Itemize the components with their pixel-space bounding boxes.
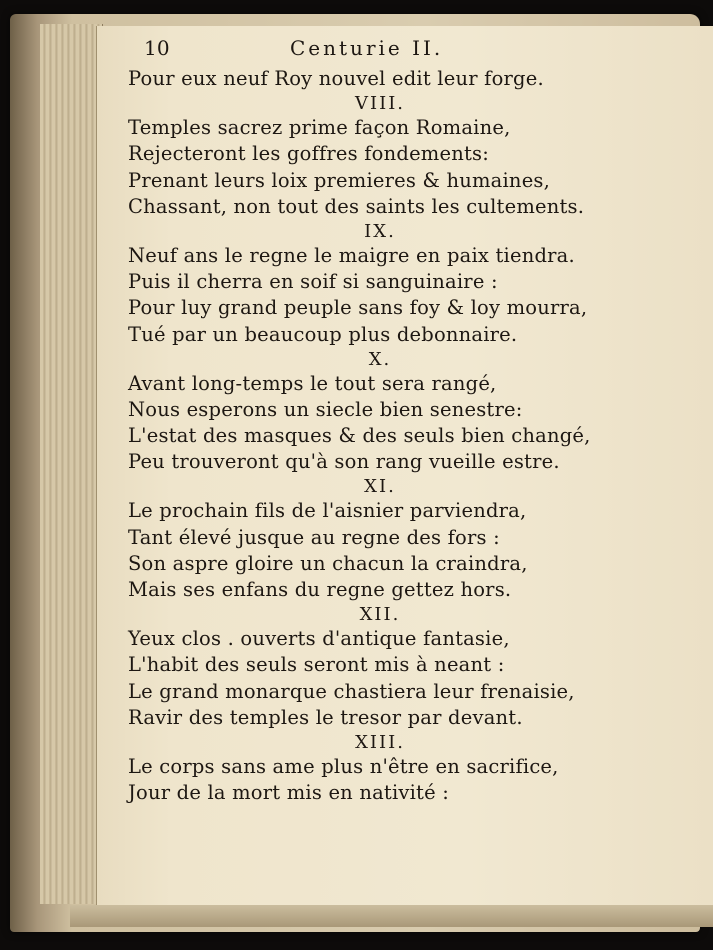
verse-line: Le corps sans ame plus n'être en sacrifice, [128,754,559,778]
verse-line: Le grand monarque chastiera leur frenaisie, [128,679,575,703]
quatrain-number: XII. [359,604,401,626]
verse-line: Chassant, non tout des saints les cultements. [128,194,585,218]
quatrain-xi [128,475,598,603]
quatrain-x [128,348,598,476]
quatrain-fragment [128,66,598,92]
verse-line: Prenant leurs loix premieres & humaines, [128,168,551,192]
verse-line: Puis il cherra en soif si sanguinaire : [128,270,498,294]
quatrain-number: XI. [364,476,396,498]
verse-line: Avant long-temps le tout sera rangé, [128,371,497,395]
verse-line: Tant élevé jusque au regne des fors : [128,525,500,549]
verse-line: Neuf ans le regne le maigre en paix tiendra. [128,243,575,267]
quatrain-number: XIII. [355,731,405,753]
quatrain-xii [128,603,598,731]
verse-line: Rejecteront les goffres fondements: [128,142,490,166]
page-header [128,36,598,66]
verse-line: Pour luy grand peuple sans foy & loy mourra, [128,296,588,320]
quatrain-number: X. [368,348,392,370]
running-head: Centurie II. [290,36,444,60]
verse-line: Son aspre gloire un chacun la craindra, [128,551,528,575]
quatrain-ix [128,220,598,348]
verse-line: L'habit des seuls seront mis à neant : [128,653,505,677]
page-text [128,36,598,806]
verse-line: Pour eux neuf Roy nouvel edit leur forge. [128,67,544,90]
verse-line: Temples sacrez prime façon Romaine, [128,116,511,140]
page-number: 10 [144,36,170,60]
quatrain-viii [128,92,598,220]
book-bottom-edge [70,905,713,927]
quatrain-number: IX. [364,220,396,242]
verse-line: L'estat des masques & des seuls bien changé, [128,424,591,448]
verse-line: Nous esperons un siecle bien senestre: [128,397,523,421]
verse-line: Yeux clos . ouverts d'antique fantasie, [128,627,510,651]
verse-line: Ravir des temples le tresor par devant. [128,705,523,729]
verse-line: Tué par un beaucoup plus debonnaire. [128,322,518,346]
quatrain-number: VIII. [354,93,406,115]
verse-line: Le prochain fils de l'aisnier parviendra, [128,499,527,523]
page-leaves-stack [40,24,103,904]
verse-line: Peu trouveront qu'à son rang vueille estre. [128,450,560,474]
quatrain-xiii [128,731,598,806]
verse-line: Mais ses enfans du regne gettez hors. [128,578,512,601]
verse-line: Jour de la mort mis en nativité : [128,781,449,805]
